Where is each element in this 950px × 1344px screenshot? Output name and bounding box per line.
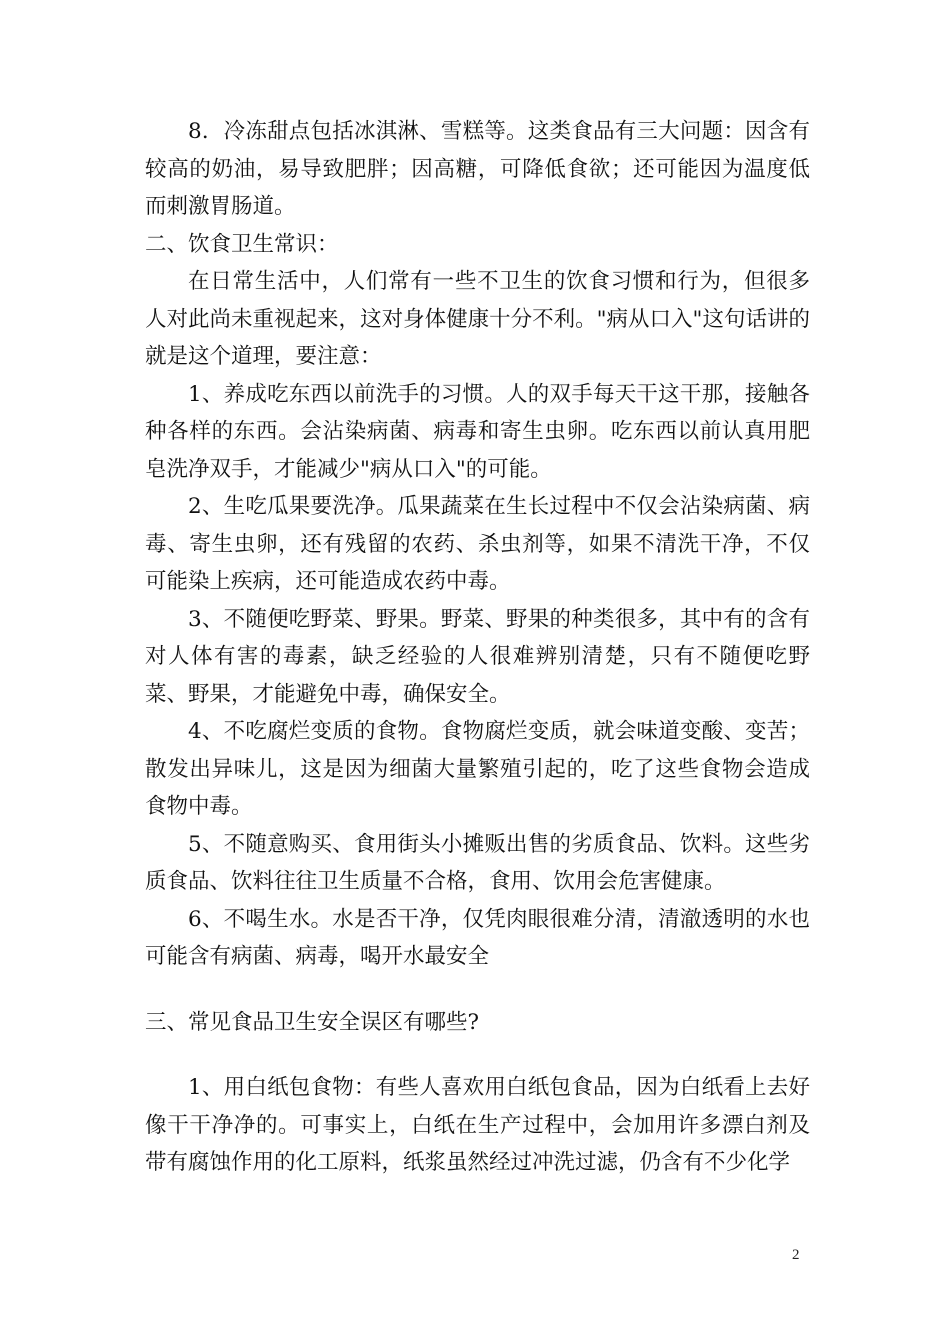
list-item-white-paper: 1、用白纸包食物：有些人喜欢用白纸包食品，因为白纸看上去好像干干净净的。可事实上，白纸在生产过程中，会加用许多漂白剂及带有腐蚀作用的化工原料，纸浆虽然经过冲洗过滤，仍含有不少化学 [145,1075,810,1175]
list-item-raw-water: 6、不喝生水。水是否干净，仅凭肉眼很难分清，清澈透明的水也可能含有病菌、病毒，喝开水最安全 [145,906,810,969]
list-item-spoiled-food: 4、不吃腐烂变质的食物。食物腐烂变质，就会味道变酸、变苦；散发出异味儿，这是因为细菌大量繁殖引起的，吃了这些食物会造成食物中毒。 [145,719,810,819]
page-body [145,113,810,1182]
section-heading-hygiene-knowledge: 二、饮食卫生常识： [145,231,339,257]
section-heading-misconceptions: 三、常见食品卫生安全误区有哪些? [145,1009,480,1035]
list-item-wash-fruit: 2、生吃瓜果要洗净。瓜果蔬菜在生长过程中不仅会沾染病菌、病毒、寄生虫卵，还有残留的农药、杀虫剂等，如果不清洗干净，不仅可能染上疾病，还可能造成农药中毒。 [145,494,810,594]
list-item-street-vendors: 5、不随意购买、食用街头小摊贩出售的劣质食品、饮料。这些劣质食品、饮料往往卫生质量不合格，食用、饮用会危害健康。 [145,831,810,894]
paragraph-intro: 在日常生活中，人们常有一些不卫生的饮食习惯和行为，但很多人对此尚未重视起来，这对身体健康十分不利。"病从口入"这句话讲的就是这个道理，要注意： [145,269,810,369]
list-item-wild-plants: 3、不随便吃野菜、野果。野菜、野果的种类很多，其中有的含有对人体有害的毒素，缺乏经验的人很难辨别清楚，只有不随便吃野菜、野果，才能避免中毒，确保安全。 [145,606,810,707]
page-number: 2 [792,1247,800,1263]
list-item-wash-hands: 1、养成吃东西以前洗手的习惯。人的双手每天干这干那，接触各种各样的东西。会沾染病菌、病毒和寄生虫卵。吃东西以前认真用肥皂洗净双手，才能减少"病从口入"的可能。 [145,381,810,482]
paragraph-frozen-desserts: 8．冷冻甜点包括冰淇淋、雪糕等。这类食品有三大问题：因含有较高的奶油，易导致肥胖；因高糖，可降低食欲；还可能因为温度低而刺激胃肠道。 [145,119,810,219]
